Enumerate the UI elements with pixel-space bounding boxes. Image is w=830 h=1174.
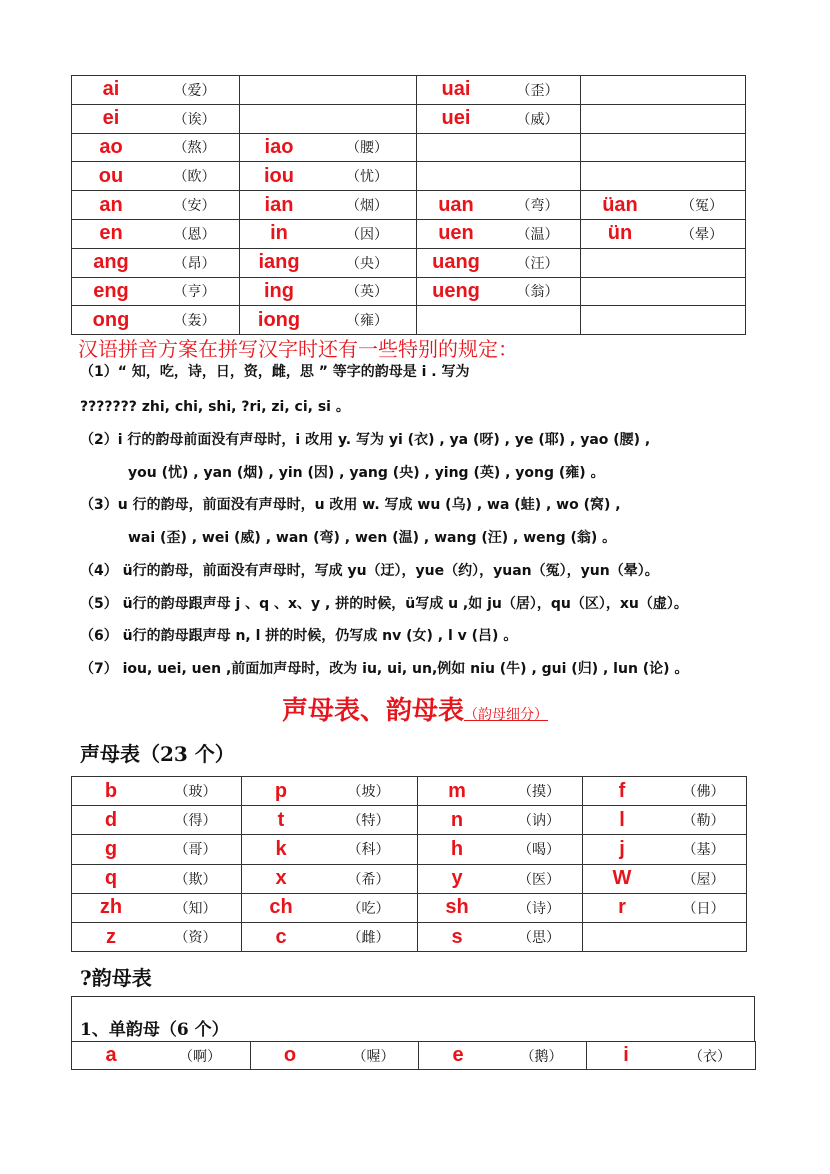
table-cell: [251, 1042, 419, 1070]
example-character: （鹅）: [520, 1048, 563, 1065]
table-cell: [418, 893, 583, 922]
table-row: [72, 893, 747, 922]
table-cell: [240, 277, 417, 306]
table-cell: [581, 277, 746, 306]
example-character: （摸）: [518, 784, 560, 801]
pinyin-label: g: [104, 837, 118, 860]
example-character: （诗）: [518, 900, 560, 917]
rule-4: （4） ü行的韵母，前面没有声母时，写成 yu（迂），yue（约），yuan（冤），yun（晕）。: [80, 563, 659, 579]
example-character: （资）: [174, 930, 217, 947]
table-row: [72, 104, 746, 133]
pinyin-label: d: [104, 808, 118, 831]
table-cell: [72, 219, 240, 248]
table-cell: [417, 76, 581, 105]
example-character: （欧）: [173, 169, 216, 186]
pinyin-label: uan: [438, 193, 474, 216]
pinyin-label: ou: [98, 164, 124, 187]
single-finals-label: 1、单韵母（6 个）: [80, 1020, 229, 1040]
table-cell: [417, 133, 581, 162]
pinyin-label: k: [275, 837, 287, 860]
example-character: （知）: [174, 900, 217, 917]
example-character: （烟）: [346, 198, 388, 215]
rule-7: （7） iou, uei, uen ,前面加声母时，改为 iu, ui, un,例如 niu (牛) , gui (归) , lun (论) 。: [80, 661, 689, 677]
pinyin-label: n: [450, 808, 464, 831]
example-character: （因）: [346, 226, 388, 243]
table-cell: [72, 835, 242, 864]
pinyin-label: ai: [102, 78, 120, 101]
pinyin-label: iao: [264, 135, 294, 158]
pinyin-label: h: [450, 837, 464, 860]
pinyin-label: an: [99, 193, 123, 216]
example-character: （翁）: [516, 284, 559, 301]
example-character: （衣）: [689, 1048, 731, 1065]
table-cell: [72, 864, 242, 893]
table-cell: [417, 277, 581, 306]
table-row: [72, 277, 746, 306]
section-title-text: 声母表、韵母表: [281, 696, 464, 726]
example-character: （腰）: [346, 140, 388, 157]
example-character: （特）: [347, 813, 390, 830]
table-cell: [418, 806, 583, 835]
pinyin-label: m: [448, 779, 466, 802]
example-character: （得）: [174, 813, 217, 830]
pinyin-label: s: [451, 925, 463, 948]
example-character: （基）: [682, 842, 725, 859]
table-cell: [72, 162, 240, 191]
table-cell: [417, 162, 581, 191]
table-cell: [72, 1042, 251, 1070]
table-row: [72, 835, 747, 864]
example-character: （昂）: [173, 255, 216, 272]
example-character: （温）: [516, 226, 559, 243]
example-character: （诶）: [173, 111, 216, 128]
table-cell: [581, 248, 746, 277]
table-cell: [417, 191, 581, 220]
initials-heading: 声母表（23 个）: [80, 742, 235, 766]
example-character: （讷）: [518, 813, 560, 830]
example-character: （日）: [682, 900, 725, 917]
table-cell: [581, 191, 746, 220]
table-cell: [240, 248, 417, 277]
example-character: （吃）: [347, 900, 390, 917]
table-cell: [418, 777, 583, 806]
table-cell: [583, 864, 747, 893]
example-character: （雍）: [346, 313, 388, 330]
example-character: （恩）: [173, 226, 216, 243]
table-cell: [418, 864, 583, 893]
pinyin-label: uang: [432, 251, 480, 274]
table-cell: [583, 893, 747, 922]
table-cell: [72, 76, 240, 105]
table-cell: [242, 893, 418, 922]
table-row: [72, 162, 746, 191]
pinyin-label: ch: [269, 896, 293, 919]
pinyin-label: ing: [264, 279, 294, 302]
pinyin-label: c: [275, 925, 287, 948]
table-cell: [418, 835, 583, 864]
pinyin-label: l: [619, 808, 625, 831]
table-cell: [417, 219, 581, 248]
table-cell: [240, 162, 417, 191]
pinyin-label: iou: [264, 164, 294, 187]
example-character: （晕）: [681, 226, 723, 243]
table-cell: [417, 306, 581, 335]
table-cell: [583, 922, 747, 951]
table-cell: [240, 104, 417, 133]
example-character: （英）: [346, 284, 388, 301]
table-cell: [242, 777, 418, 806]
table-row: [72, 306, 746, 335]
rule-1-line-1: （1）“ 知，吃，诗，日，资，雌，思 ” 等字的韵母是 i . 写为: [80, 364, 470, 380]
pinyin-label: ao: [99, 135, 123, 158]
example-character: （科）: [347, 842, 390, 859]
example-character: （弯）: [516, 198, 559, 215]
special-rules-heading: 汉语拼音方案在拼写汉字时还有一些特别的规定：: [78, 337, 518, 361]
example-character: （玻）: [174, 784, 217, 801]
table-cell: [240, 191, 417, 220]
table-row: [72, 191, 746, 220]
table-cell: [242, 922, 418, 951]
table-cell: [72, 806, 242, 835]
pinyin-label: ueng: [432, 279, 480, 302]
pinyin-label: zh: [99, 896, 123, 919]
rule-2-line-1: （2）i 行的韵母前面没有声母时，i 改用 y. 写为 yi (衣) , ya (呀) , ye (耶) , yao (腰) ,: [80, 432, 651, 448]
table-cell: [581, 133, 746, 162]
table-cell: [240, 133, 417, 162]
pinyin-label: a: [105, 1044, 117, 1066]
table-cell: [581, 162, 746, 191]
example-character: （汪）: [516, 255, 559, 272]
pinyin-label: f: [618, 779, 626, 802]
rule-3-line-2: wai (歪) , wei (威) , wan (弯) , wen (温) , wang (汪) , weng (翁) 。: [128, 530, 617, 546]
pinyin-label: e: [452, 1044, 464, 1066]
pinyin-label: uai: [441, 78, 471, 101]
pinyin-label: ang: [93, 251, 129, 274]
pinyin-label: q: [104, 867, 118, 890]
example-character: （思）: [518, 930, 560, 947]
example-character: （啊）: [179, 1048, 221, 1065]
pinyin-label: y: [451, 867, 463, 890]
pinyin-label: p: [274, 779, 288, 802]
table-cell: [587, 1042, 756, 1070]
pinyin-label: z: [106, 925, 116, 948]
rule-5: （5） ü行的韵母跟声母 j 、q 、x、y , 拼的时候，ü写成 u ,如 ju（居），qu（区），xu（虚）。: [80, 596, 688, 612]
table-row: [72, 806, 747, 835]
pinyin-label: x: [275, 867, 287, 890]
pinyin-label: iang: [258, 251, 300, 274]
table-cell: [418, 922, 583, 951]
table-cell: [417, 248, 581, 277]
example-character: （轰）: [173, 313, 216, 330]
example-character: （希）: [347, 871, 390, 888]
example-character: （熬）: [173, 140, 216, 157]
single-finals-box: [71, 996, 755, 1041]
example-character: （忧）: [346, 169, 388, 186]
pinyin-label: eng: [93, 279, 129, 302]
table-cell: [583, 806, 747, 835]
example-character: （雌）: [347, 930, 390, 947]
pinyin-label: b: [104, 779, 118, 802]
pinyin-label: i: [623, 1044, 629, 1066]
table-cell: [242, 864, 418, 893]
table-cell: [240, 306, 417, 335]
example-character: （欺）: [174, 871, 217, 888]
pinyin-label: in: [270, 222, 288, 245]
pinyin-label: r: [618, 896, 626, 919]
example-character: （安）: [173, 198, 216, 215]
table-cell: [581, 76, 746, 105]
example-character: （喔）: [352, 1048, 395, 1065]
table-cell: [72, 893, 242, 922]
table-cell: [581, 306, 746, 335]
example-character: （喝）: [518, 842, 560, 859]
table-row: [72, 76, 746, 105]
table-cell: [72, 306, 240, 335]
pinyin-label: ian: [264, 193, 294, 216]
table-row: [72, 864, 747, 893]
table-cell: [419, 1042, 587, 1070]
example-character: （哥）: [174, 842, 217, 859]
table-cell: [581, 104, 746, 133]
table-cell: [583, 835, 747, 864]
table-cell: [242, 835, 418, 864]
example-character: （央）: [346, 255, 388, 272]
example-character: （医）: [518, 871, 560, 888]
pinyin-label: sh: [445, 896, 469, 919]
table-cell: [242, 806, 418, 835]
rule-6: （6） ü行的韵母跟声母 n, l 拼的时候，仍写成 nv (女) , l v (吕) 。: [80, 628, 518, 644]
table-cell: [72, 133, 240, 162]
example-character: （佛）: [682, 784, 725, 801]
table-row: [72, 133, 746, 162]
example-character: （威）: [516, 111, 559, 128]
section-subtitle: （韵母细分）: [464, 707, 548, 723]
example-character: （屋）: [682, 871, 725, 888]
example-character: （冤）: [681, 198, 723, 215]
table-row: [72, 777, 747, 806]
rule-3-line-1: （3）u 行的韵母，前面没有声母时，u 改用 w. 写成 wu (乌) , wa (蛙) , wo (窝) ,: [80, 497, 621, 513]
single-finals-table: [71, 1041, 756, 1070]
pinyin-label: W: [612, 867, 632, 890]
pinyin-label: ün: [607, 222, 633, 245]
pinyin-label: ong: [92, 308, 130, 331]
initials-table: [71, 776, 747, 952]
table-cell: [72, 922, 242, 951]
example-character: （勒）: [682, 813, 725, 830]
rule-2-line-2: you (忧) , yan (烟) , yin (因) , yang (央) , ying (英) , yong (雍) 。: [128, 465, 605, 481]
example-character: （歪）: [516, 82, 559, 99]
pinyin-label: j: [619, 837, 625, 860]
table-cell: [72, 277, 240, 306]
pinyin-label: üan: [602, 193, 638, 216]
pinyin-label: t: [277, 808, 285, 831]
table-row: [72, 1042, 756, 1070]
table-cell: [72, 191, 240, 220]
section-title: [0, 690, 830, 727]
table-cell: [240, 76, 417, 105]
table-cell: [417, 104, 581, 133]
pinyin-label: uen: [438, 222, 474, 245]
rule-1-line-2: ??????? zhi, chi, shi, ?ri, zi, ci, si 。: [80, 399, 350, 415]
table-row: [72, 219, 746, 248]
finals-heading: ?韵母表: [80, 966, 152, 990]
example-character: （爱）: [173, 82, 216, 99]
table-cell: [72, 248, 240, 277]
pinyin-label: ei: [102, 107, 120, 130]
pinyin-label: o: [283, 1044, 297, 1066]
table-cell: [583, 777, 747, 806]
table-cell: [72, 777, 242, 806]
table-cell: [240, 219, 417, 248]
pinyin-label: iong: [257, 308, 301, 331]
pinyin-label: en: [99, 222, 123, 245]
finals-table-top: [71, 75, 746, 335]
table-cell: [72, 104, 240, 133]
pinyin-label: uei: [441, 107, 471, 130]
example-character: （亨）: [173, 284, 216, 301]
table-row: [72, 922, 747, 951]
table-cell: [581, 219, 746, 248]
example-character: （坡）: [347, 784, 390, 801]
table-row: [72, 248, 746, 277]
